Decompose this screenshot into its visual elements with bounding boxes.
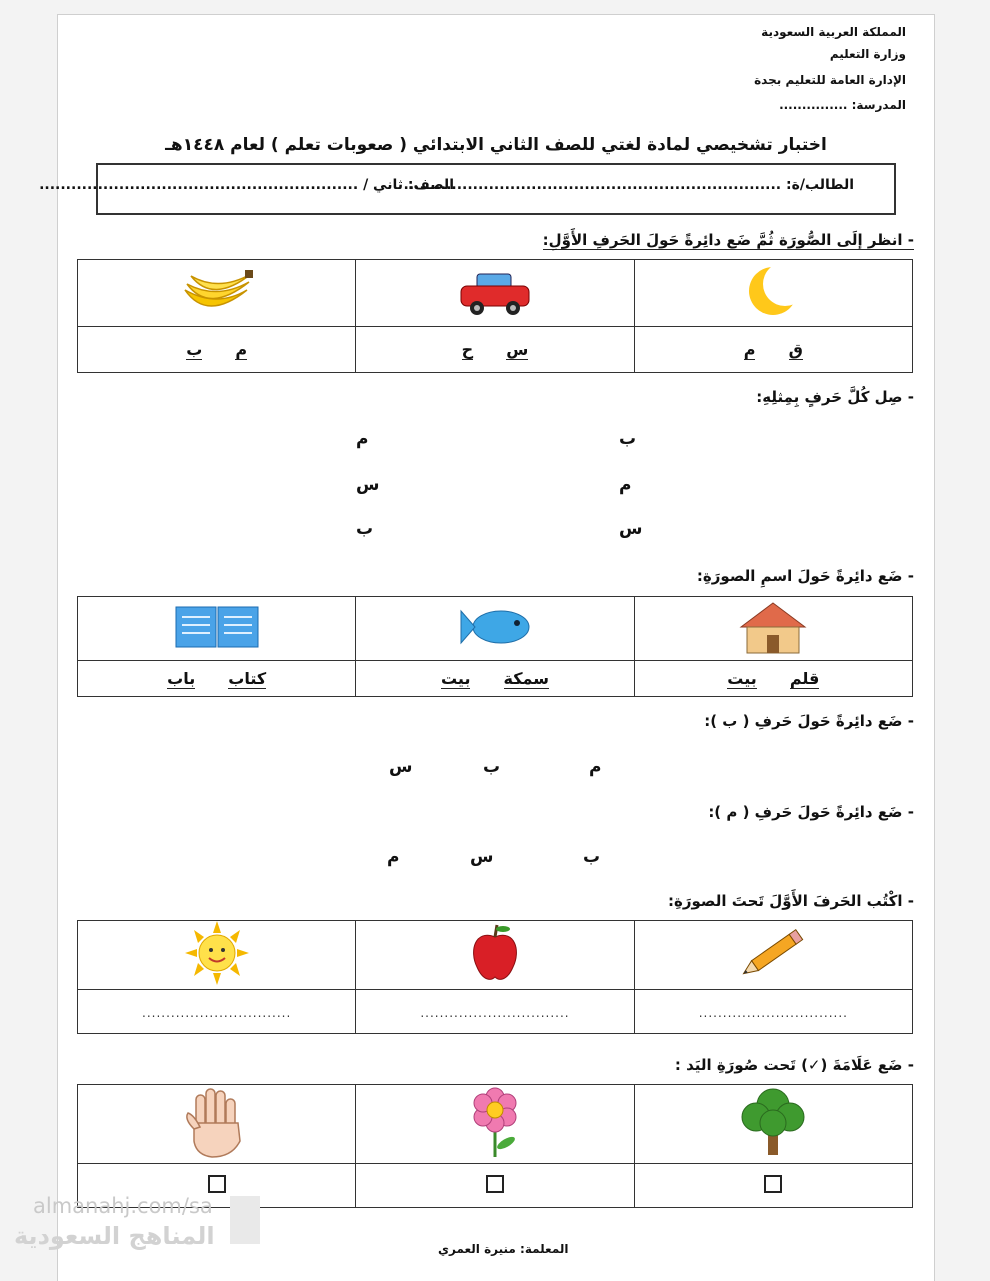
q1-option[interactable]: ب	[186, 339, 203, 359]
watermark-url: almanahj.com/sa	[33, 1194, 213, 1218]
q7-cell-hand	[78, 1085, 356, 1164]
question-1-table	[77, 259, 913, 373]
question-6-prompt: - اكْتُب الحَرفَ الأَوَّلَ تَحتَ الصورَةِ:	[668, 892, 914, 910]
q7-check-tree[interactable]	[634, 1164, 912, 1208]
q2-left-letter[interactable]: م	[356, 429, 369, 449]
q3-cell-fish	[356, 597, 634, 661]
question-3-table	[77, 596, 913, 697]
fish-icon	[455, 603, 535, 651]
book-icon	[174, 603, 260, 651]
question-6-table	[77, 920, 913, 1034]
q2-right-letter[interactable]: م	[619, 475, 632, 495]
question-7-table	[77, 1084, 913, 1208]
q6-cell-sun	[78, 921, 356, 990]
pencil-icon	[733, 923, 813, 983]
q6-cell-apple	[356, 921, 634, 990]
tree-icon	[736, 1085, 810, 1159]
student-info-box	[39, 163, 896, 215]
q6-answer-apple[interactable]	[356, 990, 634, 1034]
question-4-prompt: - ضَع دائِرةً حَولَ حَرفِ ( ب ):	[704, 712, 914, 730]
answer-line[interactable]: ...............................	[698, 1006, 848, 1020]
q1-option[interactable]: م	[235, 339, 248, 359]
q1-option[interactable]: م	[743, 339, 756, 359]
answer-line[interactable]: ...............................	[142, 1006, 292, 1020]
watermark-logo-text: المناهج السعودية	[14, 1222, 215, 1250]
q2-right-letter[interactable]: س	[619, 519, 643, 539]
q2-left-letter[interactable]: س	[356, 475, 380, 495]
hand-icon	[182, 1085, 252, 1159]
q1-cell-car	[356, 260, 634, 327]
student-class-field[interactable]: الصف: ثاني / ............................................................	[39, 177, 454, 193]
question-2-prompt: - صِل كُلَّ حَرفٍ بِمِثلِهِ:	[756, 388, 914, 406]
q3-option[interactable]: بيت	[440, 668, 471, 688]
worksheet-page	[39, 14, 935, 1281]
q4-letter[interactable]: ب	[483, 757, 501, 777]
q1-option[interactable]: س	[506, 339, 529, 359]
q6-cell-pencil	[634, 921, 912, 990]
q4-letter[interactable]: م	[589, 757, 602, 777]
q6-answer-pencil[interactable]	[634, 990, 912, 1034]
checkbox[interactable]	[764, 1175, 782, 1193]
question-5-prompt: - ضَع دائِرةً حَولَ حَرفِ ( م ):	[708, 803, 914, 821]
car-icon	[455, 260, 535, 322]
q3-option[interactable]: كتاب	[228, 668, 267, 688]
apple-icon	[465, 921, 525, 985]
q5-letter[interactable]: م	[387, 847, 400, 867]
flower-icon	[460, 1085, 530, 1159]
q1-cell-moon	[634, 260, 912, 327]
q3-options-book	[78, 661, 356, 697]
question-3-prompt: - ضَع دائِرةً حَولَ اسمِ الصورَةِ:	[696, 567, 914, 585]
q2-left-letter[interactable]: ب	[356, 519, 374, 539]
sun-icon	[182, 921, 252, 985]
q3-option[interactable]: قلم	[789, 668, 820, 688]
q3-cell-house	[634, 597, 912, 661]
checkbox[interactable]	[208, 1175, 226, 1193]
q1-cell-banana	[78, 260, 356, 327]
header-school: المدرسة: ...............	[779, 98, 906, 112]
header-ministry: وزارة التعليم	[829, 47, 906, 61]
q3-option[interactable]: باب	[167, 668, 196, 688]
question-1-text: - انظر إلَى الصُّورَة ثُمَّ ضَع دائِرةً حَولَ الحَرفِ الأَوَّلِ:	[542, 231, 914, 249]
q3-cell-book	[78, 597, 356, 661]
q1-option[interactable]: ق	[788, 339, 803, 359]
q3-option[interactable]: سمكة	[503, 668, 550, 688]
q2-right-letter[interactable]: ب	[619, 429, 637, 449]
q1-option[interactable]: ح	[461, 339, 474, 359]
answer-line[interactable]: ...............................	[420, 1006, 570, 1020]
teacher-name: المعلمة: منيرة العمري	[438, 1242, 569, 1256]
q7-cell-tree	[634, 1085, 912, 1164]
q3-options-house	[634, 661, 912, 697]
house-icon	[733, 599, 813, 655]
header-country: المملكة العربية السعودية	[761, 25, 906, 39]
header-department: الإدارة العامة للتعليم بجدة	[754, 73, 906, 87]
q7-check-flower[interactable]	[356, 1164, 634, 1208]
banana-icon	[177, 260, 257, 322]
q7-cell-flower	[356, 1085, 634, 1164]
q3-option[interactable]: بيت	[727, 668, 757, 688]
student-name-field[interactable]: الطالب/ة: .......................................................................	[403, 177, 854, 193]
q5-letter[interactable]: س	[470, 847, 494, 867]
question-7-prompt: - ضَع عَلَامَةَ (✓) تَحت صُورَةِ اليَد :	[674, 1056, 914, 1074]
q1-options-car	[356, 327, 634, 373]
q1-options-moon	[634, 327, 912, 373]
q1-options-banana	[78, 327, 356, 373]
question-1-prompt	[543, 231, 914, 249]
checkbox[interactable]	[486, 1175, 504, 1193]
q3-options-fish	[356, 661, 634, 697]
page-title: اختبار تشخيصي لمادة لغتي للصف الثاني الابتدائي ( صعوبات تعلم ) لعام ١٤٤٨هـ	[165, 135, 827, 155]
moon-icon	[733, 260, 813, 322]
q4-letter[interactable]: س	[389, 757, 413, 777]
watermark-block	[230, 1196, 260, 1244]
q5-letter[interactable]: ب	[583, 847, 601, 867]
q6-answer-sun[interactable]	[78, 990, 356, 1034]
